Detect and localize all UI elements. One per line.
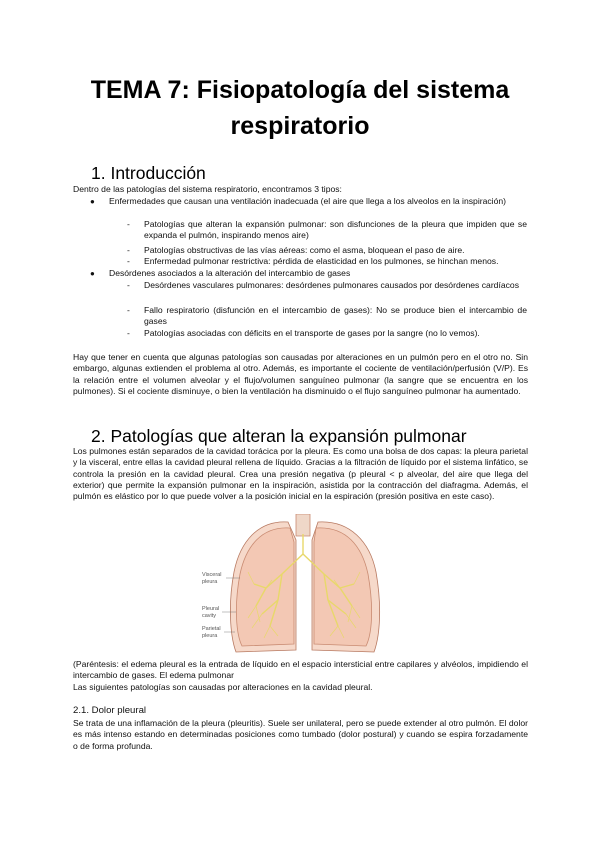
dash-marker: - xyxy=(127,305,130,315)
section-heading-expansion: 2. Patologías que alteran la expansión pulmonar xyxy=(91,426,467,446)
subitem-vasculares: Desórdenes vasculares pulmonares: desórdenes pulmonares causados por desórdenes cardíacos xyxy=(144,280,519,290)
intro-text: Dentro de las patologías del sistema respiratorio, encontramos 3 tipos: xyxy=(73,184,342,194)
subitem-obstructivas: Patologías obstructivas de las vías aéreas: como el asma, bloquean el paso de aire. xyxy=(144,245,465,255)
label-parietal-pleura-2: pleura xyxy=(202,633,218,639)
bullet-marker: ● xyxy=(90,269,95,278)
label-pleural-cavity-1: Pleural xyxy=(202,606,220,612)
subitem-expansion: Patologías que alteran la expansión pulmonar: son disfunciones de la pleura que impiden que se expanda el pulmón, inspirando menos aire) xyxy=(144,219,527,241)
bullet-item-ventilacion: Enfermedades que causan una ventilación inadecuada (el aire que llega a los alveolos en la inspiración) xyxy=(109,196,507,206)
dash-marker: - xyxy=(127,219,130,229)
page-title: TEMA 7: Fisiopatología del sistema respiratorio xyxy=(90,76,510,140)
pleura-paragraph: Los pulmones están separados de la cavidad torácica por la pleura. Es como una bolsa de dos capas: la pleura parietal y la visceral, entre ellas la cavidad pleural rellena de líquido. Gracias a la filtración de líquido por el sistema linfático, se controla la presión en la cavidad pleural. Crea una presión negativa (p pleural < p alveolar, del aire que llega del exterior) que permite la expansión pulmonar en la inspiración, asistida por la contracción del diafragma. Además, el pulmón es elástico por lo que puede volver a la posición inicial en la espiración (presión positiva en este caso). xyxy=(73,446,528,502)
label-parietal-pleura-1: Parietal xyxy=(202,626,221,632)
bullet-marker: ● xyxy=(90,197,95,206)
pleural-note: Las siguientes patologías son causadas por alteraciones en la cavidad pleural. xyxy=(73,682,373,692)
dash-marker: - xyxy=(127,245,130,255)
edema-note: (Paréntesis: el edema pleural es la entrada de líquido en el espacio intersticial entre capilares y alvéolos, impidiendo el intercambio de gases. El edema pulmonar xyxy=(73,659,528,681)
ventilation-paragraph: Hay que tener en cuenta que algunas patologías son causadas por alteraciones en un pulmón pero en el otro no. Sin embargo, algunas extienden el problema al otro. Además, es importante el cociente de ventilación/perfusión (V/P). Es la relación entre el volumen alveolar y el flujo/volumen sanguíneo pulmonar (la sangre que se encuentra en los pulmones). Si el cociente disminuye, o bien la ventilación ha disminuido o el flujo sanguíneo pulmonar ha aumentado. xyxy=(73,352,528,396)
label-pleural-cavity-2: cavity xyxy=(202,613,217,619)
section-heading-introduccion: 1. Introducción xyxy=(91,163,206,183)
subitem-transporte: Patologías asociadas con déficits en el transporte de gases por la sangre (no lo vemos). xyxy=(144,328,480,338)
label-visceral-pleura-1: Visceral xyxy=(202,572,222,578)
subitem-restrictiva: Enfermedad pulmonar restrictiva: pérdida de elasticidad en los pulmones, se hinchan menos. xyxy=(144,256,499,266)
dash-marker: - xyxy=(127,328,130,338)
dolor-pleural-paragraph: Se trata de una inflamación de la pleura (pleuritis). Suele ser unilateral, pero se puede extender al otro pulmón. El dolor es más intenso estando en determinadas posiciones como tumbado (dolor postural) y cuando se espira forzadamente o de forma profunda. xyxy=(73,718,528,751)
dash-marker: - xyxy=(127,280,130,290)
dash-marker: - xyxy=(127,256,130,266)
lung-pleura-figure xyxy=(200,514,410,656)
subsection-heading-dolor-pleural: 2.1. Dolor pleural xyxy=(73,705,147,716)
subitem-fallo: Fallo respiratorio (disfunción en el intercambio de gases): No se produce bien el intercambio de gases xyxy=(144,305,527,327)
bullet-item-intercambio: Desórdenes asociados a la alteración del intercambio de gases xyxy=(109,268,351,278)
label-visceral-pleura-2: pleura xyxy=(202,579,218,585)
